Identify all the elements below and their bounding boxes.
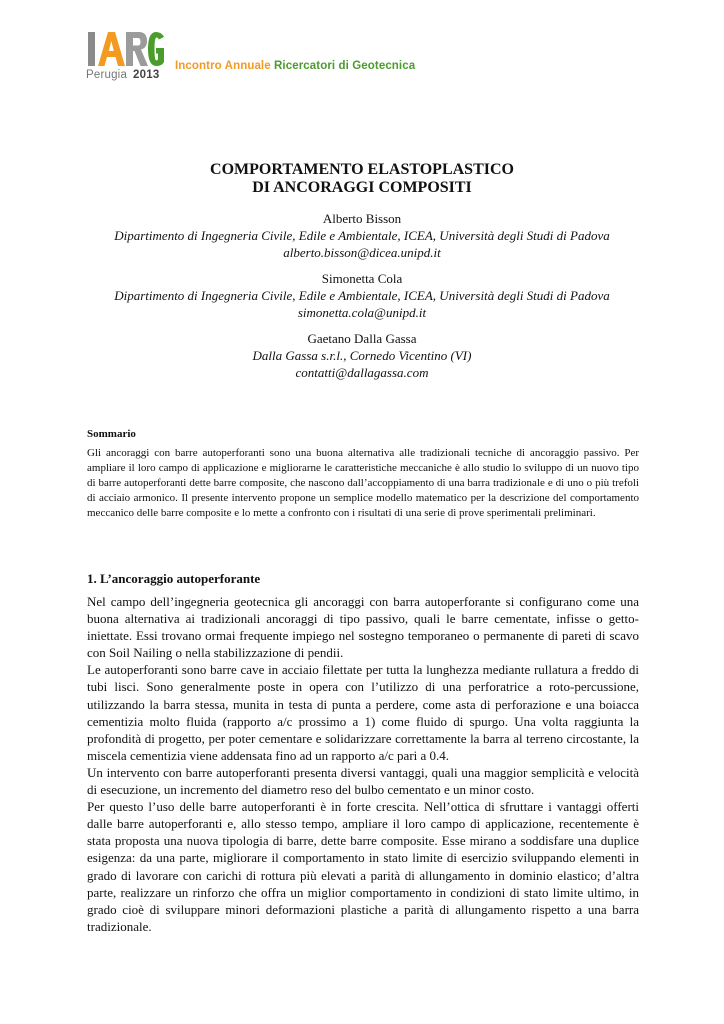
section-body xyxy=(87,593,639,935)
author-affiliation: Dipartimento di Ingegneria Civile, Edile e Ambientale, ICEA, Università degli Studi di Padova xyxy=(114,288,610,303)
iarg-logo-mark-icon xyxy=(86,26,176,70)
author-email: contatti@dallagassa.com xyxy=(295,365,429,380)
author-affiliation: Dipartimento di Ingegneria Civile, Edile e Ambientale, ICEA, Università degli Studi di Padova xyxy=(114,228,610,243)
logo-city: Perugia xyxy=(86,69,128,81)
conference-logo xyxy=(86,26,176,82)
body-paragraph: Le autoperforanti sono barre cave in acciaio filettate per tutta la lunghezza mediante rullatura a freddo di tubi lisci. Sono generalmente poste in opera con l’utilizzo di una perforatrice a roto-percussione, utilizzando la barra stessa, munita in testa di punta a perdere, come asta di perforazione e una boiacca cementizia molto fluida (rapporto a/c prossimo a 1) come fluido di spurgo. Una volta raggiunta la profondità di progetto, per poter cementare e solidarizzare correttamente la barra al terreno circostante, la miscela cementizia viene addensata fino ad un rapporto a/c pari a 0.4. xyxy=(87,662,639,763)
author-block xyxy=(0,210,724,261)
author-name: Alberto Bisson xyxy=(322,211,402,226)
abstract-heading: Sommario xyxy=(87,428,136,440)
body-paragraph: Nel campo dell’ingegneria geotecnica gli ancoraggi con barra autoperforante si configurano come una buona alternativa ai tradizionali ancoraggi di tipo passivo, quali le barre cementate, infisse o getto-iniettate. Essi trovano ormai frequente impiego nel sostegno temporaneo o permanente di pareti di scavo con Soil Nailing o nella stabilizzazione di pendii. xyxy=(87,594,639,661)
author-email: alberto.bisson@dicea.unipd.it xyxy=(283,245,441,260)
abstract-text: Gli ancoraggi con barre autoperforanti sono una buona alternativa alle tradizionali tecniche di ancoraggio passivo. Per ampliare il loro campo di applicazione e migliorarne le caratteristiche meccaniche è allo studio lo sviluppo di un nuovo tipo di barre autoperforanti dette barre composite, che nascono dall’accoppiamento di una barra tradizionale e di uno o più trefoli di acciaio armonico. Il presente intervento propone un semplice modello matematico per la descrizione del comportamento meccanico delle barre composite e lo mette a confronto con i risultati di una serie di prove sperimentali preliminari. xyxy=(87,447,639,519)
logo-year: 2013 xyxy=(133,69,160,81)
conference-name-part1: Incontro Annuale xyxy=(175,60,271,72)
title-line-2: DI ANCORAGGI COMPOSITI xyxy=(252,179,472,196)
paper-title xyxy=(0,161,724,197)
section-heading: 1. L’ancoraggio autoperforante xyxy=(87,571,261,586)
author-email: simonetta.cola@unipd.it xyxy=(297,305,427,320)
title-line-1: COMPORTAMENTO ELASTOPLASTICO xyxy=(210,161,514,178)
conference-name-part2: Ricercatori di Geotecnica xyxy=(274,60,416,72)
author-list xyxy=(0,210,724,390)
author-name: Simonetta Cola xyxy=(321,271,403,286)
body-paragraph: Un intervento con barre autoperforanti presenta diversi vantaggi, quali una maggior semplicità e velocità di esecuzione, un incremento del diametro reso del bulbo cementato e un minor costo. xyxy=(87,764,639,798)
author-name: Gaetano Dalla Gassa xyxy=(307,331,417,346)
logo-city-year xyxy=(86,69,159,81)
body-paragraph: Per questo l’uso delle barre autoperforanti è in forte crescita. Nell’ottica di sfruttare i vantaggi offerti dalle barre autoperforanti e, allo stesso tempo, ampliare il loro campo di applicazione, recentemente è stata proposta una nuova tipologia di barre, dette barre composite. Esse mirano a soddisfare una duplice esigenza: da una parte, migliorare il comportamento in stato limite di esercizio sviluppando elementi in grado di lavorare con carichi di rottura più elevati a parità di allungamento in dominio elastico; d’altra parte, realizzare un rinforzo che offra un miglior comportamento in condizioni di stato limite ultimo, in grado cioè di sviluppare minori deformazioni plastiche a parità di allungamento rispetto a una barra tradizionale. xyxy=(87,799,639,934)
author-block xyxy=(0,330,724,381)
conference-name xyxy=(175,60,415,72)
author-block xyxy=(0,270,724,321)
author-affiliation: Dalla Gassa s.r.l., Cornedo Vicentino (VI) xyxy=(252,348,472,363)
